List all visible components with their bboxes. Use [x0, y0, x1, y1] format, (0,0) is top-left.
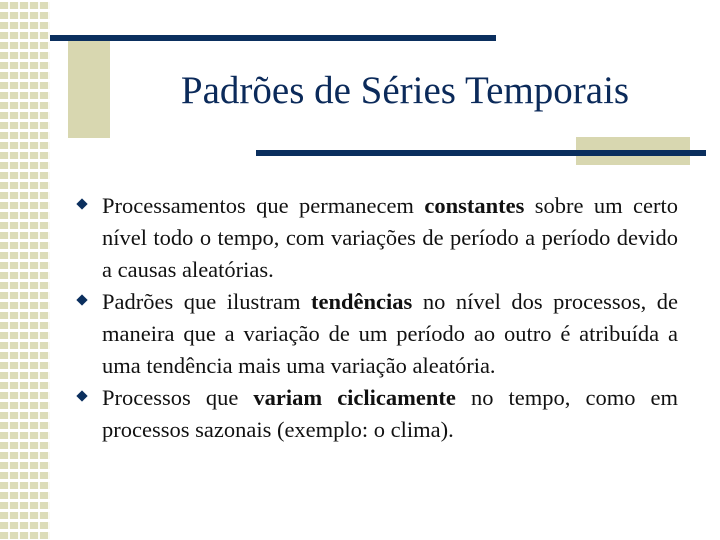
bullet-text: Padrões que ilustram — [102, 289, 312, 314]
top-rule — [50, 35, 496, 41]
diamond-bullet-icon — [76, 198, 87, 209]
left-stripe-decoration — [0, 0, 50, 540]
title-accent-block — [68, 38, 110, 138]
bottom-rule — [256, 150, 706, 156]
bullet-item — [78, 190, 678, 286]
bullet-text: sobre um certo nível todo o tempo, com variações de período a período devido a causas aleatórias. — [102, 193, 678, 282]
bullet-emphasis: variam ciclicamente — [253, 385, 456, 410]
bullet-list — [78, 190, 678, 446]
bullet-item — [78, 286, 678, 382]
bullet-emphasis: tendências — [311, 289, 413, 314]
bullet-item — [78, 382, 678, 446]
bullet-text: no tempo, como em processos sazonais (exemplo: o clima). — [102, 385, 679, 442]
diamond-bullet-icon — [76, 390, 87, 401]
diamond-bullet-icon — [76, 294, 87, 305]
bullet-text: Processamentos que permanecem — [102, 193, 425, 218]
bullet-emphasis: constantes — [424, 193, 525, 218]
slide-title: Padrões de Séries Temporais — [180, 69, 630, 112]
bullet-text: Processos que — [102, 385, 254, 410]
bullet-text: no nível dos processos, de maneira que a variação de um período ao outro é atribuída a uma tendência mais uma variação aleatória. — [102, 289, 679, 378]
